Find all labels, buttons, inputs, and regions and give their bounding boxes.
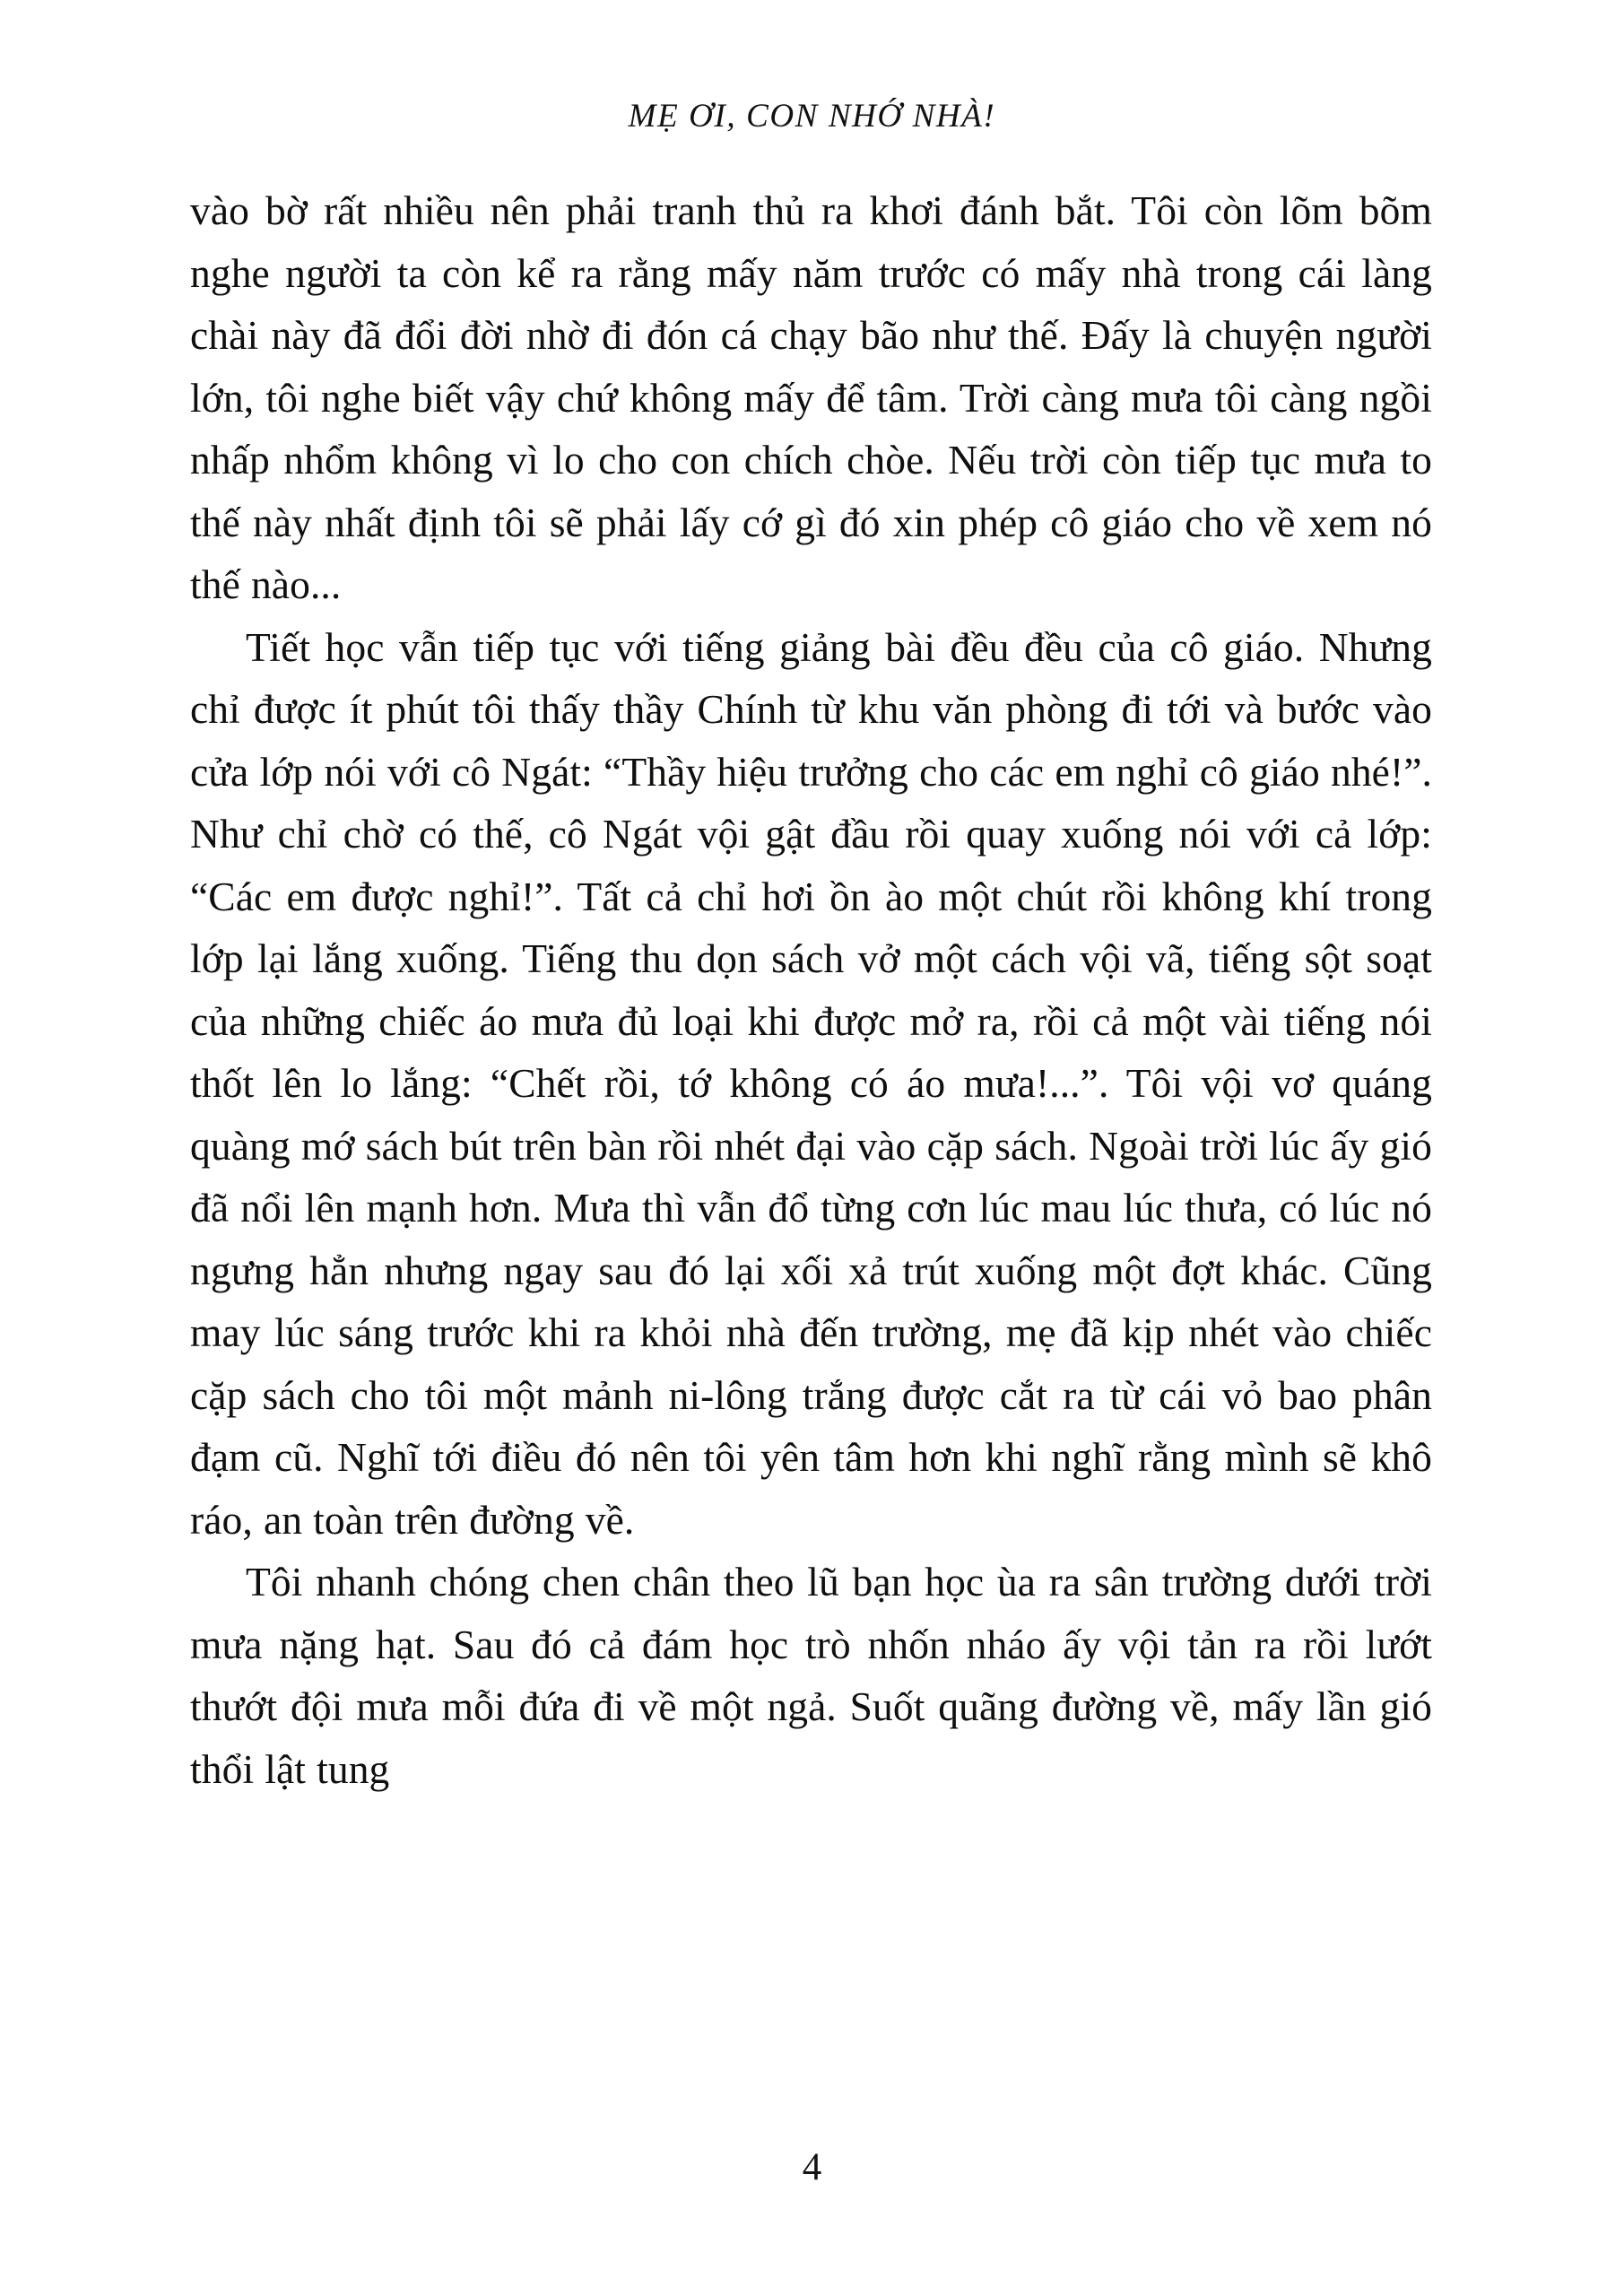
- body-text-block: [190, 179, 1432, 1800]
- paragraph-2: Tiết học vẫn tiếp tục với tiếng giảng bài đều đều của cô giáo. Nhưng chỉ được ít phút tôi thấy thầy Chính từ khu văn phòng đi tới và bước vào cửa lớp nói với cô Ngát: “Thầy hiệu trưởng cho các em nghỉ cô giáo nhé!”. Như chỉ chờ có thế, cô Ngát vội gật đầu rồi quay xuống nói với cả lớp: “Các em được nghỉ!”. Tất cả chỉ hơi ồn ào một chút rồi không khí trong lớp lại lắng xuống. Tiếng thu dọn sách vở một cách vội vã, tiếng sột soạt của những chiếc áo mưa đủ loại khi được mở ra, rồi cả một vài tiếng nói thốt lên lo lắng: “Chết rồi, tớ không có áo mưa!...”. Tôi vội vơ quáng quàng mớ sách bút trên bàn rồi nhét đại vào cặp sách. Ngoài trời lúc ấy gió đã nổi lên mạnh hơn. Mưa thì vẫn đổ từng cơn lúc mau lúc thưa, có lúc nó ngưng hẳn nhưng ngay sau đó lại xối xả trút xuống một đợt khác. Cũng may lúc sáng trước khi ra khỏi nhà đến trường, mẹ đã kịp nhét vào chiếc cặp sách cho tôi một mảnh ni-lông trắng được cắt ra từ cái vỏ bao phân đạm cũ. Nghĩ tới điều đó nên tôi yên tâm hơn khi nghĩ rằng mình sẽ khô ráo, an toàn trên đường về.: [190, 623, 1432, 1543]
- page-number: 4: [802, 2146, 822, 2188]
- running-head: MẸ ƠI, CON NHỚ NHÀ!: [628, 98, 996, 135]
- paragraph-1: vào bờ rất nhiều nên phải tranh thủ ra khơi đánh bắt. Tôi còn lõm bõm nghe người ta còn kể ra rằng mấy năm trước có mấy nhà trong cái làng chài này đã đổi đời nhờ đi đón cá chạy bão như thế. Đấy là chuyện người lớn, tôi nghe biết vậy chứ không mấy để tâm. Trời càng mưa tôi càng ngồi nhấp nhổm không vì lo cho con chích chòe. Nếu trời còn tiếp tục mưa to thế này nhất định tôi sẽ phải lấy cớ gì đó xin phép cô giáo cho về xem nó thế nào...: [190, 187, 1432, 607]
- paragraph-3: Tôi nhanh chóng chen chân theo lũ bạn học ùa ra sân trường dưới trời mưa nặng hạt. Sau đó cả đám học trò nhốn nháo ấy vội tản ra rồi lướt thướt đội mưa mỗi đứa đi về một ngả. Suốt quãng đường về, mấy lần gió thổi lật tung: [190, 1559, 1432, 1792]
